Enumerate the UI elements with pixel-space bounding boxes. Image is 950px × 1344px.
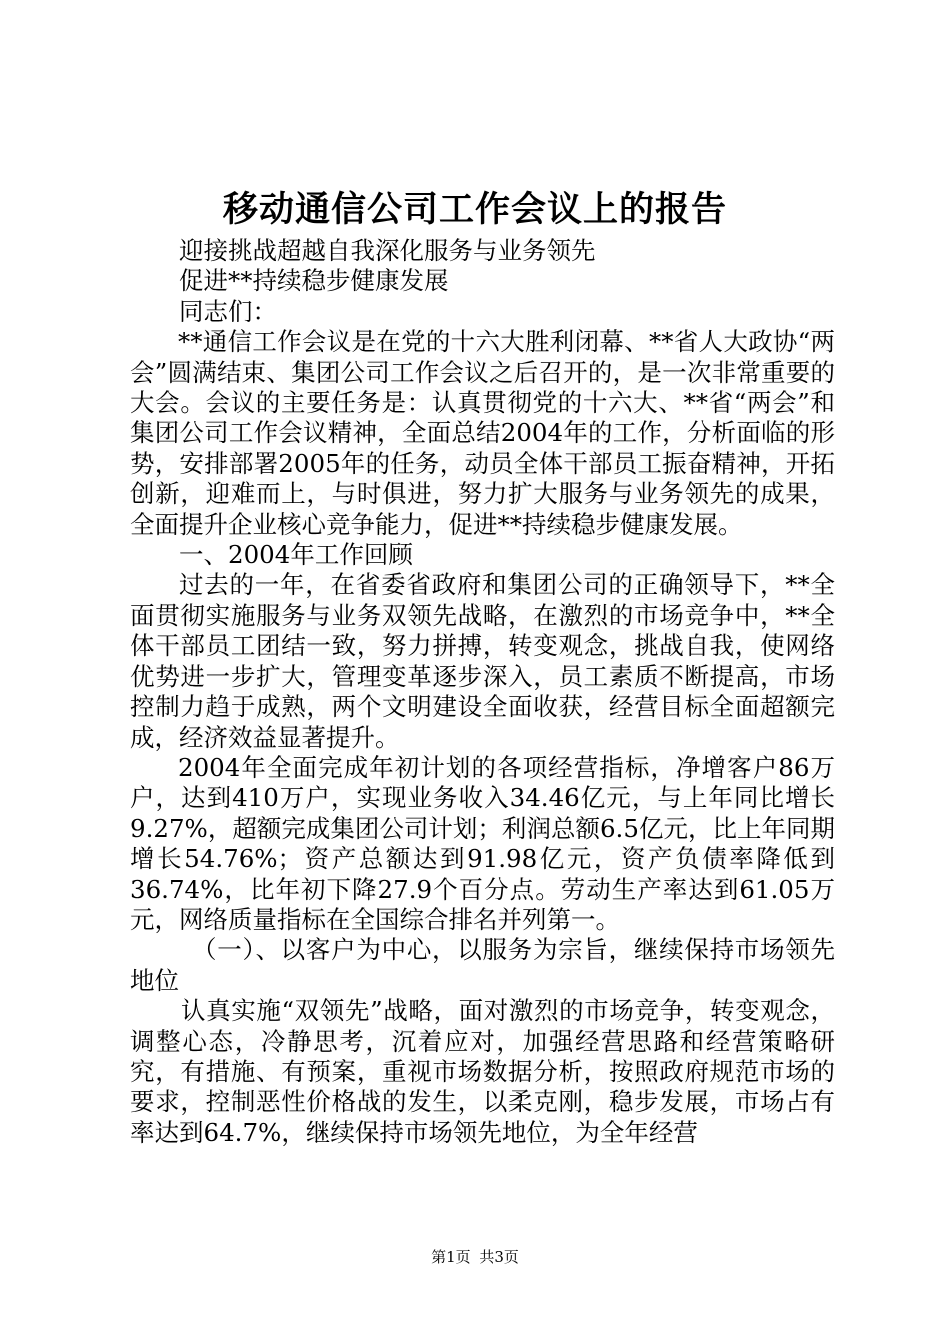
subtitle-line-2: 促进**持续稳步健康发展 [179,266,449,296]
paragraph-indicators: 2004年全面完成年初计划的各项经营指标，净增客户86万户，达到410万户，实现业务收入34.46亿元，与上年同比增长9.27%，超额完成集团公司计划；利润总额6.5亿元，比上年同期增长54.76%；资产总额达到91.98亿元，资产负债率降低到36.74%，比年初下降27.9个百分点。劳动生产率达到61.05万元，网络质量指标在全国综合排名并列第一。 [130,752,835,934]
document-title: 移动通信公司工作会议上的报告 [222,189,727,230]
page-footer [0,1247,950,1267]
subsection-heading-1: （一）、以客户为中心，以服务为宗旨，继续保持市场领先地位 [130,935,835,995]
document-body [130,236,835,1148]
section-heading-1: 一、2004年工作回顾 [179,540,413,570]
paragraph-review: 过去的一年，在省委省政府和集团公司的正确领导下，**全面贯彻实施服务与业务双领先战略，在激烈的市场竞争中，**全体干部员工团结一致，努力拼搏，转变观念，挑战自我，使网络优势进一步扩大，管理变革逐步深入，员工素质不断提高，市场控制力趋于成熟，两个文明建设全面收获，经营目标全面超额完成，经济效益显著提升。 [130,570,835,752]
paragraph-market: 认真实施“双领先”战略，面对激烈的市场竞争，转变观念，调整心态，冷静思考，沉着应对，加强经营思路和经营策略研究，有措施、有预案，重视市场数据分析，按照政府规范市场的要求，控制恶性价格战的发生，以柔克刚，稳步发展，市场占有率达到64.7%，继续保持市场领先地位，为全年经营 [130,996,835,1147]
salutation: 同志们： [179,296,277,326]
page-total: 共3页 [479,1248,519,1266]
paragraph-intro: **通信工作会议是在党的十六大胜利闭幕、**省人大政协“两会”圆满结束、集团公司工作会议之后召开的，是一次非常重要的大会。会议的主要任务是：认真贯彻党的十六大、**省“两会”和集团公司工作会议精神，全面总结2004年的工作，分析面临的形势，安排部署2005年的任务，动员全体干部员工振奋精神，开拓创新，迎难而上，与时俱进，努力扩大服务与业务领先的成果，全面提升企业核心竞争能力，促进**持续稳步健康发展。 [130,327,835,539]
subtitle-line-1: 迎接挑战超越自我深化服务与业务领先 [179,236,596,265]
page-number: 第1页 [431,1248,471,1266]
